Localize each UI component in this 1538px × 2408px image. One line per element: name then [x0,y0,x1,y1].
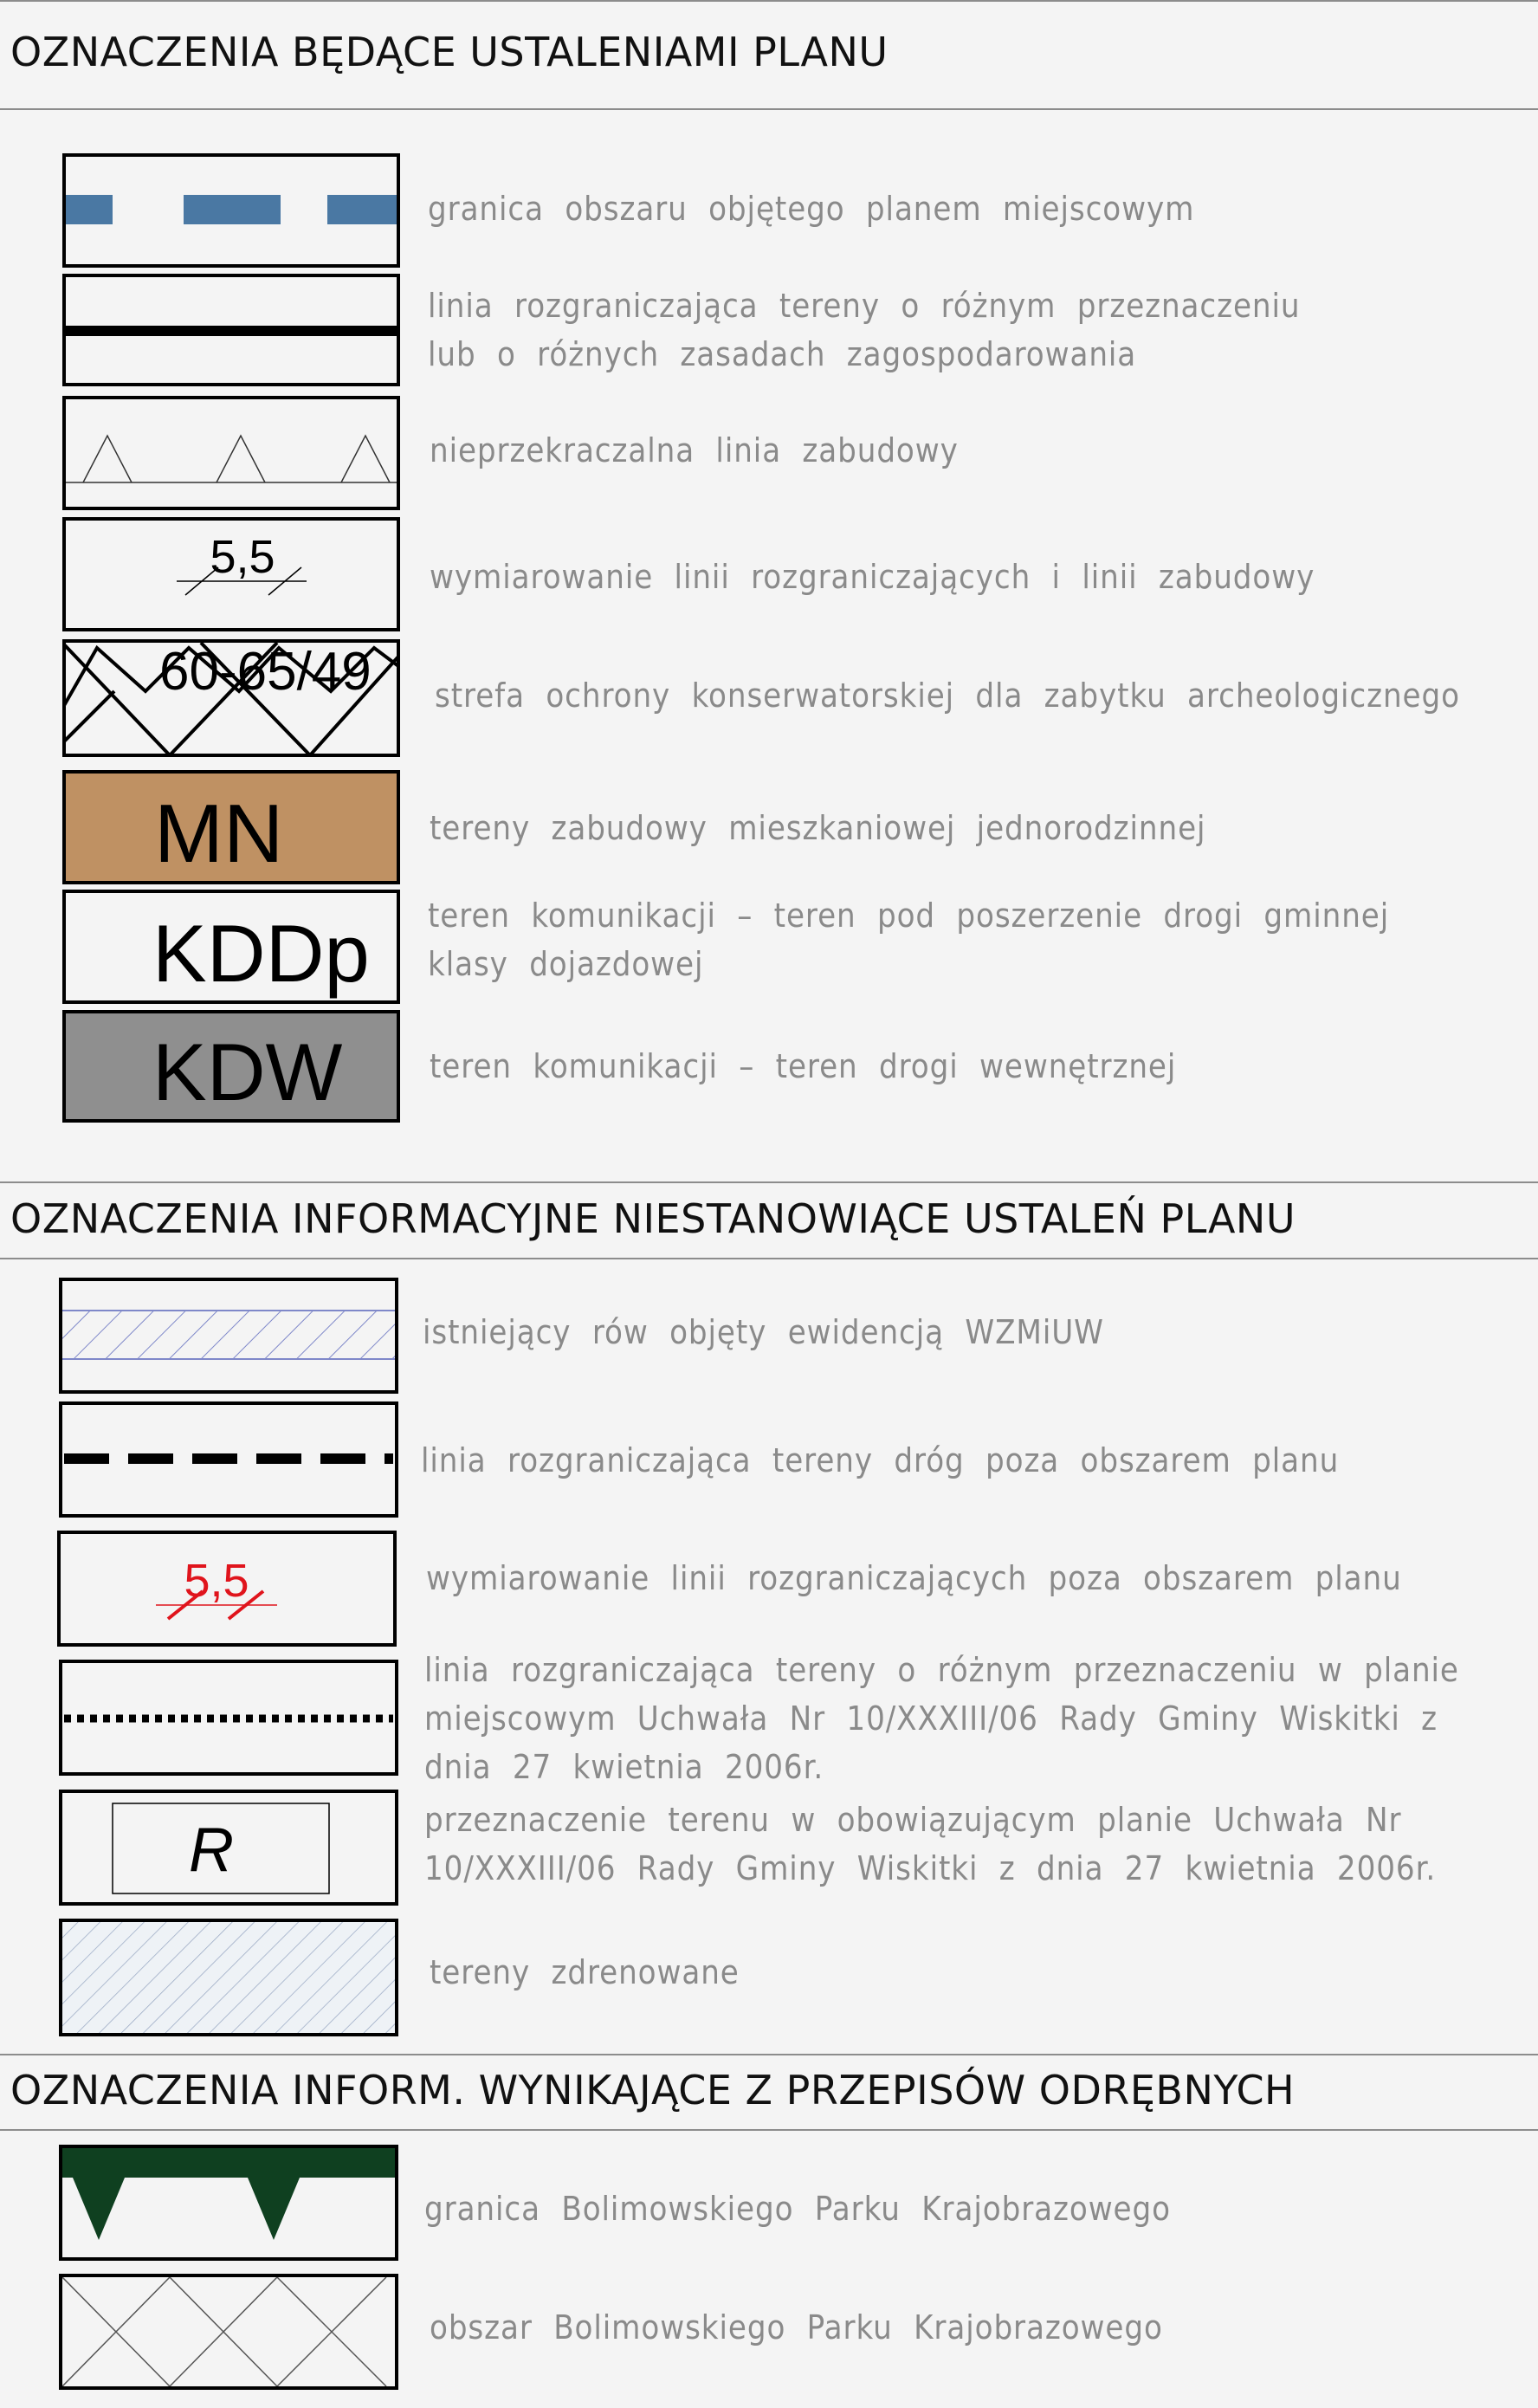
triangle-building-line-icon [62,396,400,510]
legend-desc-road-widening: teren komunikacji – teren pod poszerzenie drogi gminnej klasy dojazdowej [428,897,1390,983]
top-divider [0,0,1538,2]
kdw-zone-label: KDW [152,1026,343,1117]
section-1-header-underline [0,108,1538,110]
section-2-header-topline [0,1181,1538,1183]
legend-desc-dimension-outside: wymiarowanie linii rozgraniczających poza obszarem planu [426,1559,1402,1597]
kdw-zone-icon [62,1010,400,1123]
red-dimension-mark-label: 5,5 [184,1555,249,1607]
mn-zone-label: MN [154,787,284,880]
red-dimension-mark-icon [57,1531,397,1647]
legend-desc-residential: tereny zabudowy mieszkaniowej jednorodzinnej [430,809,1206,847]
legend-desc-previous-plan-use: przeznaczenie terenu w obowiązującym planie Uchwała Nr 10/XXXIII/06 Rady Gminy Wiskitki z dnia 27 kwietnia 2006r. [424,1801,1437,1887]
ditch-hatch-icon [59,1278,398,1394]
legend-desc-drained-areas: tereny zdrenowane [430,1953,740,1991]
kddp-zone-label: KDDp [152,908,370,999]
section-3-header-underline [0,2129,1538,2131]
blue-dashed-boundary-icon [62,153,400,268]
park-area-icon [59,2274,398,2390]
legend-desc-plan-boundary: granica obszaru objętego planem miejscowym [428,190,1195,228]
legend-desc-previous-plan-line: linia rozgraniczająca tereny o różnym przeznaczeniu w planie miejscowym Uchwała Nr 10/XXXIII/06 Rady Gminy Wiskitki z dnia 27 kwietnia 2006r. [424,1651,1459,1786]
dimension-mark-icon [62,517,400,631]
section-2-header-underline [0,1258,1538,1259]
legend-desc-park-boundary: granica Bolimowskiego Parku Krajobrazowego [424,2190,1171,2228]
kddp-zone-icon [62,890,400,1004]
section-3-header-topline [0,2054,1538,2055]
solid-black-line-icon [62,274,400,386]
r-zone-icon [59,1790,398,1906]
dimension-mark-label: 5,5 [210,531,275,583]
legend-desc-dimensioning: wymiarowanie linii rozgraniczających i linii zabudowy [430,558,1315,596]
section-title-informational-designations: OZNACZENIA INFORMACYJNE NIESTANOWIĄCE USTALEŃ PLANU [10,1195,1296,1242]
mn-zone-icon [62,770,400,884]
park-boundary-icon [59,2145,398,2261]
dotted-line-icon [59,1660,398,1776]
black-dashed-line-icon [59,1401,398,1518]
legend-desc-park-area: obszar Bolimowskiego Parku Krajobrazowego [430,2308,1163,2347]
legend-desc-road-line-outside: linia rozgraniczająca tereny dróg poza obszarem planu [421,1441,1340,1479]
r-zone-label: R [189,1816,234,1885]
legend-desc-demarcation-line: linia rozgraniczająca tereny o różnym przeznaczeniu lub o różnych zasadach zagospodarowania [428,287,1301,373]
legend-desc-ditch: istniejący rów objęty ewidencją WZMiUW [423,1313,1104,1351]
legend-desc-internal-road: teren komunikacji – teren drogi wewnętrznej [430,1047,1177,1085]
legend-desc-conservation-zone: strefa ochrony konserwatorskiej dla zabytku archeologicznego [435,676,1460,715]
section-title-plan-designations: OZNACZENIA BĘDĄCE USTALENIAMI PLANU [10,29,889,75]
drained-area-hatch-icon [59,1919,398,2036]
crosshatch-zone-icon [62,639,400,757]
section-title-separate-regulations: OZNACZENIA INFORM. WYNIKAJĄCE Z PRZEPISÓW ODRĘBNYCH [10,2067,1296,2113]
crosshatch-zone-label: 60-65/49 [159,642,372,702]
legend-desc-building-line: nieprzekraczalna linia zabudowy [430,431,959,469]
